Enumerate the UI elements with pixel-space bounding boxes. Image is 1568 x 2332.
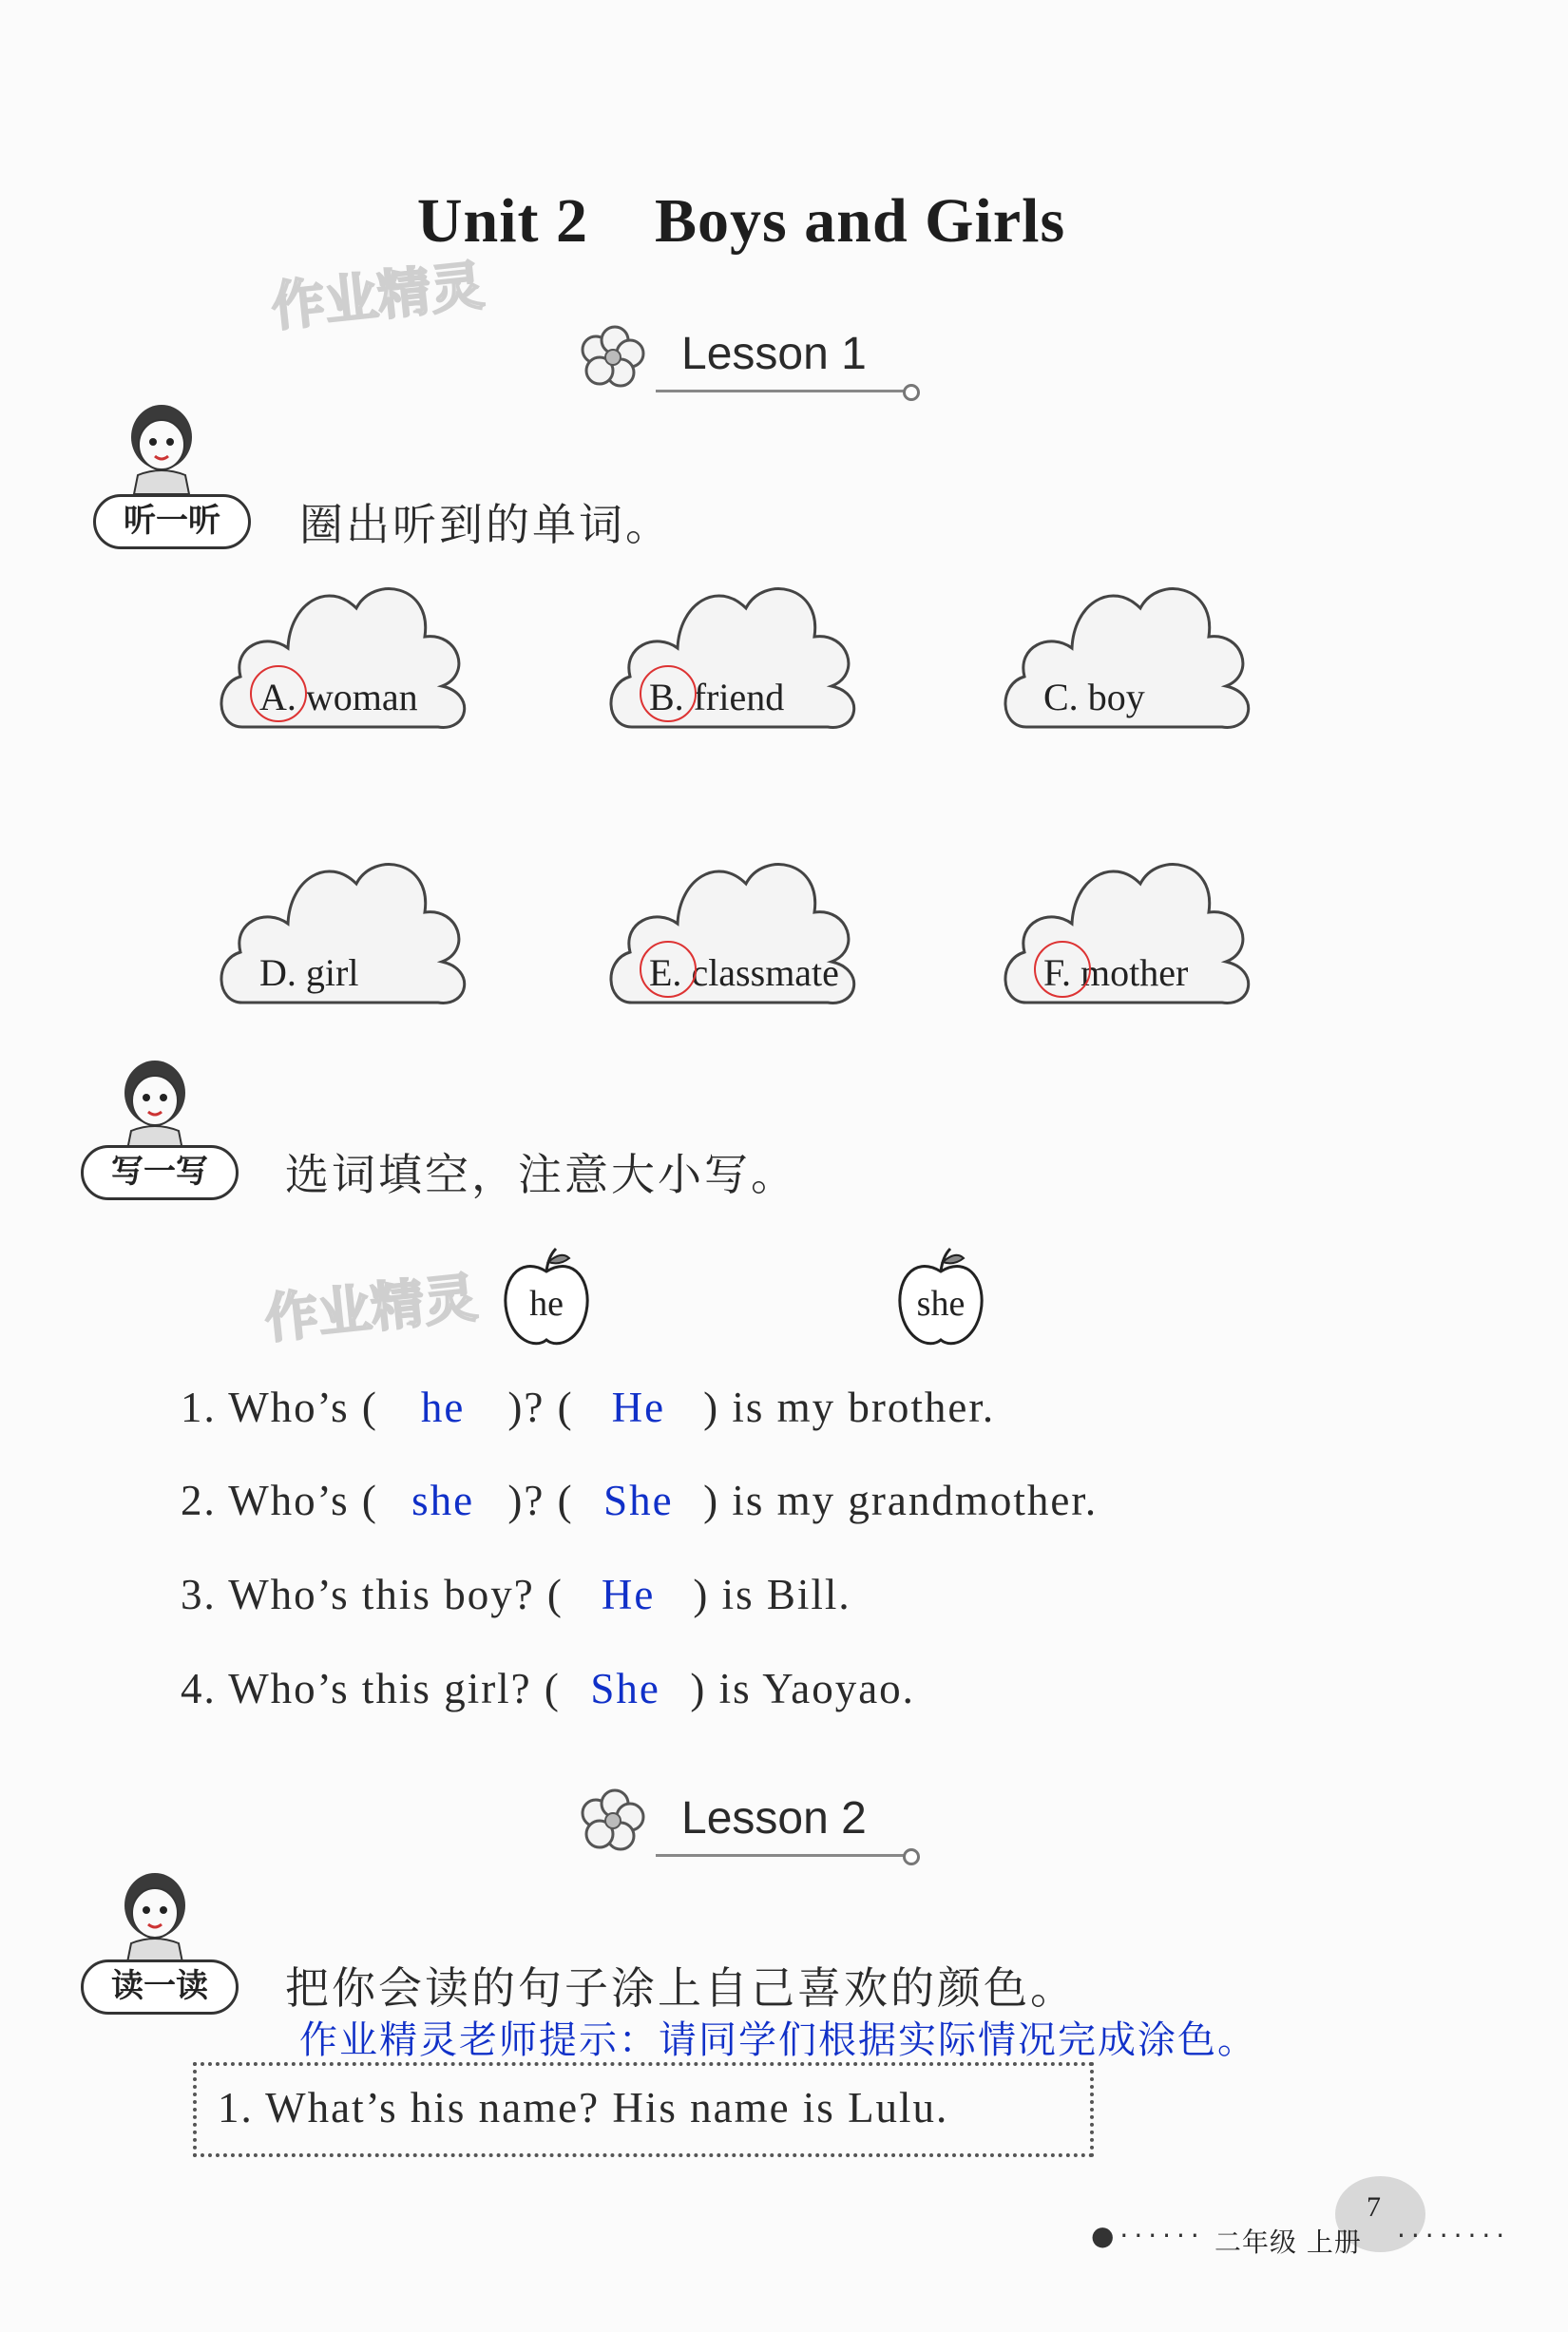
answer-blank: he [420,1384,466,1431]
sentence-text: ) is my brother. [703,1384,996,1431]
page-number: 7 [1367,2191,1382,2223]
read-badge: 读一读 [81,1959,239,2015]
option-letter: F. [1043,951,1072,994]
cloud-option-girl[interactable] [259,950,358,995]
answer-circle [1034,941,1091,998]
option-word: boy [1087,676,1145,718]
option-word: mother [1080,951,1189,994]
watermark-middle: 作业精灵 [261,1267,481,1351]
answer-circle [250,665,307,722]
write-instruction: 选词填空，注意大小写。 [285,1149,797,1200]
read-sentence: 1. What’s his name? His name is Lulu. [218,2084,949,2131]
sentence-text: Who’s ( [228,1384,378,1431]
footer-dots-right: ········ [1397,2220,1511,2251]
lesson-2-underline [656,1854,905,1857]
sentence-number: 1. [181,1384,217,1431]
word-she: she [916,1284,966,1324]
option-word: friend [693,676,785,718]
sentence-2 [181,1476,1098,1525]
answer-blank: He [611,1384,666,1431]
unit-title [0,185,1482,258]
lesson-2-label: Lesson 2 [681,1793,867,1844]
sentence-text: ) is Bill. [693,1571,851,1618]
sentence-number: 2. [181,1477,217,1524]
write-badge: 写一写 [81,1145,239,1200]
sentence-text: ) is Yaoyao. [690,1665,915,1712]
unit-name: Boys and Girls [655,186,1066,256]
footer-book: 二年级 上册 [1214,2227,1362,2258]
word-he: he [529,1284,564,1324]
sentence-text: Who’s ( [228,1477,378,1524]
footer-dots-left: ●······ [1091,2220,1205,2251]
option-letter: C. [1043,676,1079,718]
read-sentence-box[interactable] [193,2062,1094,2157]
answer-blank: He [601,1571,656,1618]
teacher-tip: 作业精灵老师提示：请同学们根据实际情况完成涂色。 [299,2018,1257,2062]
answer-blank: She [590,1665,660,1712]
sentence-3 [181,1570,851,1619]
option-letter: A. [259,676,296,718]
flower-icon [575,323,656,390]
sentence-text: )? ( [507,1384,574,1431]
listen-instruction: 圈出听到的单词。 [299,499,672,550]
answer-blank: she [411,1477,475,1524]
lesson-1-label: Lesson 1 [681,329,867,379]
answer-blank: She [603,1477,674,1524]
listen-badge: 听一听 [93,494,251,549]
option-letter: E. [649,951,682,994]
sentence-text: )? ( [507,1477,574,1524]
lesson-1-dot [903,384,920,401]
lesson-2-dot [903,1848,920,1865]
option-letter: D. [259,951,296,994]
lesson-1-underline [656,390,905,392]
sentence-text: Who’s this girl? ( [228,1665,561,1712]
sentence-text: ) is my grandmother. [703,1477,1099,1524]
option-word: woman [305,676,418,718]
girl-avatar-icon [112,1055,198,1150]
option-word: classmate [691,951,839,994]
flower-icon [575,1787,656,1853]
answer-circle [640,941,697,998]
sentence-4 [181,1664,915,1713]
option-word: girl [305,951,359,994]
sentence-number: 4. [181,1665,217,1712]
unit-number: Unit 2 [416,186,589,256]
read-instruction: 把你会读的句子涂上自己喜欢的颜色。 [285,1962,1077,2014]
girl-avatar-icon [112,1867,198,1962]
girl-avatar-icon [119,399,204,494]
sentence-text: Who’s this boy? ( [228,1571,564,1618]
sentence-1 [181,1383,995,1432]
cloud-option-boy[interactable] [1043,675,1145,719]
watermark-top: 作业精灵 [268,255,488,339]
sentence-number: 3. [181,1571,217,1618]
option-letter: B. [649,676,684,718]
answer-circle [640,665,697,722]
